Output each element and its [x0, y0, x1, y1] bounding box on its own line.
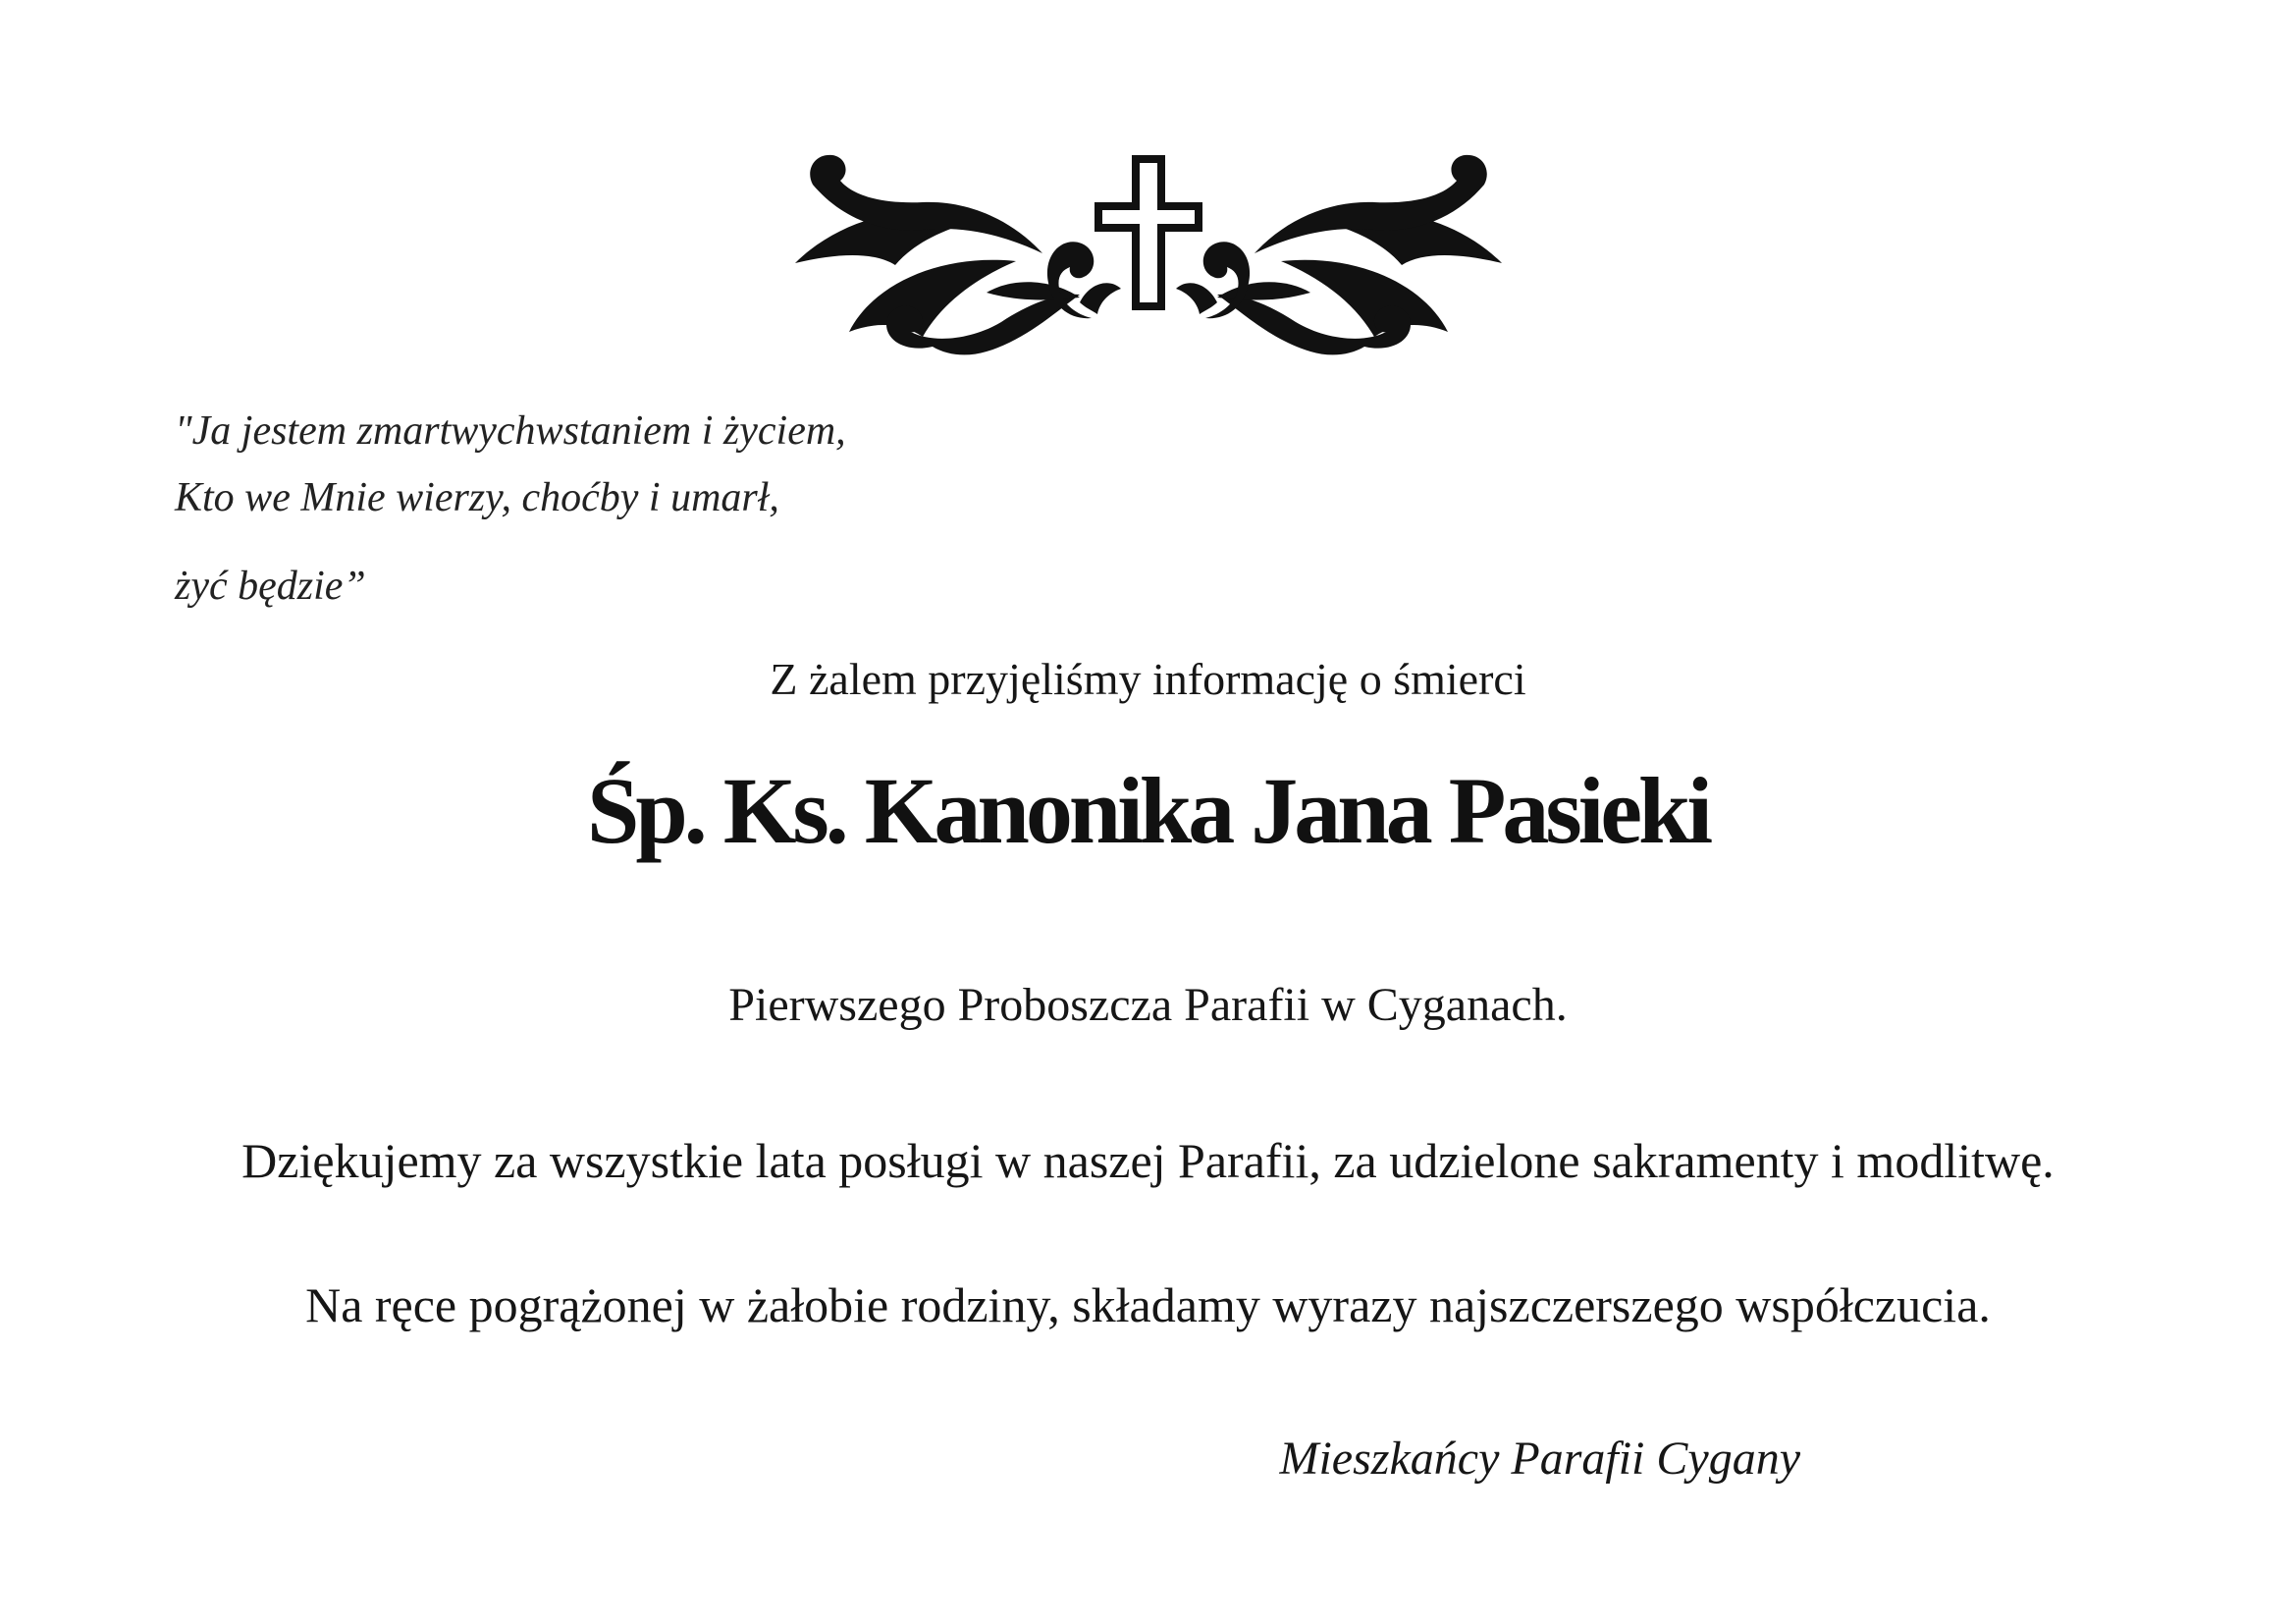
quote-line-1: "Ja jestem zmartwychwstaniem i życiem, — [175, 408, 846, 454]
quote-line-3: żyć będzie” — [175, 564, 366, 609]
intro-text: Z żalem przyjęliśmy informację o śmierci — [770, 654, 1526, 704]
right-leaf-flourish — [1176, 155, 1502, 355]
condolence-text: Na ręce pogrążonej w żałobie rodziny, składamy wyrazy najszczerszego współczucia. — [305, 1277, 1991, 1332]
deceased-name: Śp. Ks. Kanonika Jana Pasieki — [586, 758, 1710, 863]
ornament-cross-icon — [785, 145, 1512, 361]
thanks-text: Dziękujemy za wszystkie lata posługi w naszej Parafii, za udzielone sakramenty i modlitwę. — [241, 1133, 2055, 1188]
left-leaf-flourish — [795, 155, 1121, 355]
signature: Mieszkańcy Parafii Cygany — [1279, 1433, 1800, 1485]
deceased-role: Pierwszego Proboszcza Parafii w Cyganach. — [728, 979, 1568, 1031]
quote-line-2: Kto we Mnie wierzy, choćby i umarł, — [175, 475, 779, 520]
